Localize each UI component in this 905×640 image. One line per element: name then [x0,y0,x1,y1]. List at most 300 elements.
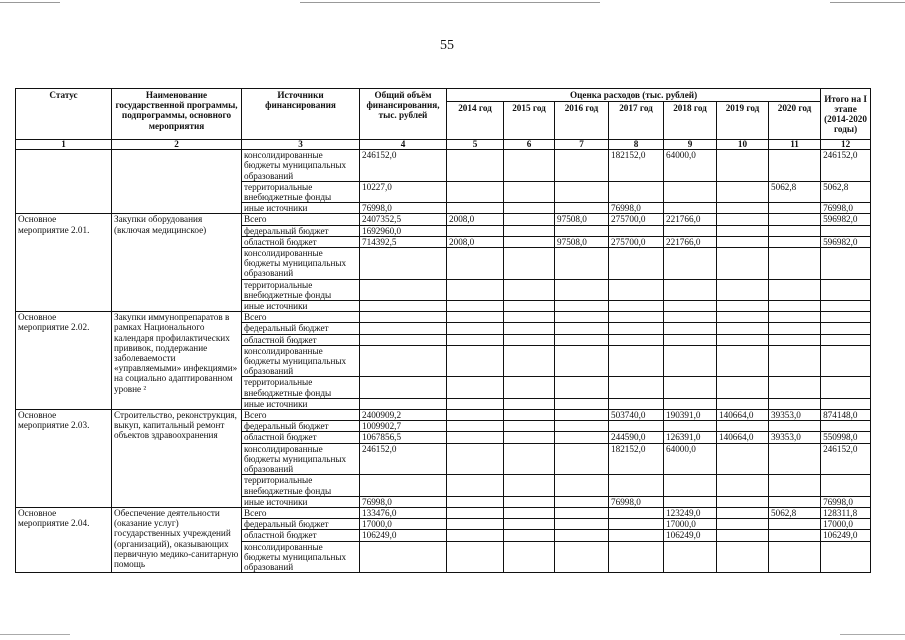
status-cell: Основное мероприятие 2.04. [16,507,112,572]
value-cell-total: 246152,0 [360,443,447,475]
value-cell-stage: 246152,0 [821,443,871,475]
value-cell-y2017 [609,398,664,409]
value-cell-y2020 [769,496,821,507]
value-cell-total [360,345,447,377]
source-cell: федеральный бюджет [242,323,360,334]
value-cell-y2019 [717,496,769,507]
value-cell-total: 1067856,5 [360,432,447,443]
value-cell-y2015 [504,225,555,236]
bottom-rule-left [0,634,70,635]
column-number: 8 [609,140,664,150]
value-cell-total [360,377,447,398]
source-cell: федеральный бюджет [242,421,360,432]
value-cell-y2018 [664,475,717,496]
bottom-rule-right [840,634,905,635]
header-sources: Источники финансирования [242,89,360,140]
value-cell-y2014 [447,334,504,345]
source-cell: консолидированные бюджеты муниципальных образований [242,248,360,280]
page-number: 55 [440,38,454,53]
value-cell-stage [821,377,871,398]
value-cell-y2020 [769,312,821,323]
value-cell-y2019 [717,279,769,300]
column-number: 7 [555,140,609,150]
value-cell-y2018: 64000,0 [664,443,717,475]
column-number: 12 [821,140,871,150]
value-cell-stage [821,225,871,236]
value-cell-y2015 [504,507,555,518]
column-number: 3 [242,140,360,150]
value-cell-total [360,323,447,334]
value-cell-y2016 [555,541,609,573]
value-cell-y2016 [555,530,609,541]
value-cell-total: 106249,0 [360,530,447,541]
value-cell-y2014 [447,248,504,280]
value-cell-stage: 246152,0 [821,150,871,182]
source-cell: иные источники [242,203,360,214]
source-cell: Всего [242,312,360,323]
value-cell-y2016 [555,398,609,409]
value-cell-y2019 [717,323,769,334]
value-cell-y2018 [664,496,717,507]
value-cell-y2015 [504,410,555,421]
value-cell-stage [821,541,871,573]
source-cell: территориальные внебюджетные фонды [242,279,360,300]
value-cell-y2019 [717,181,769,202]
value-cell-y2018 [664,421,717,432]
value-cell-total: 1009902,7 [360,421,447,432]
value-cell-y2016 [555,203,609,214]
value-cell-total [360,334,447,345]
value-cell-y2016 [555,496,609,507]
value-cell-y2020 [769,279,821,300]
value-cell-y2014 [447,475,504,496]
value-cell-y2018 [664,203,717,214]
value-cell-stage: 596982,0 [821,214,871,225]
value-cell-y2015 [504,236,555,247]
value-cell-y2015 [504,181,555,202]
value-cell-total: 1692960,0 [360,225,447,236]
value-cell-y2015 [504,519,555,530]
value-cell-stage [821,301,871,312]
column-number: 11 [769,140,821,150]
source-cell: территориальные внебюджетные фонды [242,377,360,398]
value-cell-y2016 [555,248,609,280]
value-cell-y2018: 123249,0 [664,507,717,518]
value-cell-y2015 [504,443,555,475]
value-cell-stage [821,334,871,345]
value-cell-y2015 [504,377,555,398]
value-cell-y2014: 2008,0 [447,214,504,225]
value-cell-y2016: 97508,0 [555,236,609,247]
header-year: 2016 год [555,102,609,140]
value-cell-y2015 [504,301,555,312]
value-cell-y2020 [769,203,821,214]
value-cell-y2016 [555,519,609,530]
value-cell-y2018 [664,225,717,236]
value-cell-y2018: 221766,0 [664,236,717,247]
value-cell-y2018 [664,345,717,377]
value-cell-y2020 [769,519,821,530]
value-cell-y2015 [504,248,555,280]
value-cell-y2014 [447,410,504,421]
source-cell: территориальные внебюджетные фонды [242,181,360,202]
value-cell-y2019 [717,214,769,225]
value-cell-y2017: 275700,0 [609,214,664,225]
value-cell-stage: 106249,0 [821,530,871,541]
value-cell-y2020: 39353,0 [769,432,821,443]
value-cell-stage: 874148,0 [821,410,871,421]
value-cell-y2020 [769,398,821,409]
value-cell-y2019 [717,203,769,214]
value-cell-y2020 [769,236,821,247]
header-year: 2020 год [769,102,821,140]
value-cell-y2015 [504,279,555,300]
value-cell-y2018 [664,541,717,573]
value-cell-y2014 [447,181,504,202]
value-cell-y2014 [447,507,504,518]
value-cell-y2014 [447,312,504,323]
value-cell-y2018: 17000,0 [664,519,717,530]
value-cell-y2017 [609,312,664,323]
value-cell-y2020 [769,150,821,182]
value-cell-y2015 [504,541,555,573]
value-cell-y2018 [664,398,717,409]
value-cell-total [360,475,447,496]
source-cell: иные источники [242,496,360,507]
value-cell-y2019 [717,443,769,475]
table-row [16,214,871,225]
value-cell-y2017 [609,248,664,280]
value-cell-y2020 [769,421,821,432]
value-cell-y2018 [664,181,717,202]
table-row [16,312,871,323]
table-body [16,140,871,573]
value-cell-y2014 [447,443,504,475]
value-cell-y2014 [447,530,504,541]
value-cell-y2016 [555,334,609,345]
value-cell-total: 76998,0 [360,496,447,507]
table-row [16,410,871,421]
value-cell-y2016: 97508,0 [555,214,609,225]
header-stage-total: Итого на I этапе (2014-2020 годы) [821,89,871,140]
top-rule-right [830,2,905,3]
value-cell-y2015 [504,398,555,409]
value-cell-y2020 [769,443,821,475]
value-cell-y2014 [447,345,504,377]
value-cell-total: 246152,0 [360,150,447,182]
value-cell-y2018: 126391,0 [664,432,717,443]
value-cell-y2019 [717,345,769,377]
value-cell-y2018 [664,323,717,334]
header-year: 2014 год [447,102,504,140]
source-cell: федеральный бюджет [242,519,360,530]
value-cell-y2014 [447,421,504,432]
value-cell-y2014 [447,398,504,409]
value-cell-y2020 [769,541,821,573]
header-status: Статус [16,89,112,140]
source-cell: областной бюджет [242,236,360,247]
name-cell: Строительство, реконструкция, выкуп, капитальный ремонт объектов здравоохранения [112,410,242,508]
value-cell-total: 714392,5 [360,236,447,247]
value-cell-y2017 [609,334,664,345]
value-cell-stage [821,475,871,496]
table-row [16,507,871,518]
value-cell-y2020: 5062,8 [769,507,821,518]
source-cell: Всего [242,507,360,518]
value-cell-y2017 [609,530,664,541]
value-cell-y2019 [717,398,769,409]
value-cell-total [360,301,447,312]
value-cell-y2018: 106249,0 [664,530,717,541]
source-cell: Всего [242,214,360,225]
column-number: 4 [360,140,447,150]
value-cell-y2014 [447,225,504,236]
source-cell: консолидированные бюджеты муниципальных образований [242,443,360,475]
value-cell-y2015 [504,323,555,334]
value-cell-y2018 [664,334,717,345]
column-number: 5 [447,140,504,150]
value-cell-y2018: 221766,0 [664,214,717,225]
value-cell-stage: 76998,0 [821,496,871,507]
value-cell-y2017 [609,507,664,518]
column-number: 9 [664,140,717,150]
value-cell-total: 133476,0 [360,507,447,518]
value-cell-y2019 [717,248,769,280]
value-cell-total [360,312,447,323]
value-cell-y2017 [609,225,664,236]
value-cell-y2017 [609,323,664,334]
value-cell-y2016 [555,345,609,377]
value-cell-y2016 [555,150,609,182]
value-cell-total [360,541,447,573]
value-cell-y2015 [504,530,555,541]
value-cell-y2014 [447,150,504,182]
value-cell-y2014 [447,203,504,214]
value-cell-y2015 [504,312,555,323]
value-cell-y2019 [717,236,769,247]
value-cell-stage [821,248,871,280]
value-cell-stage: 596982,0 [821,236,871,247]
value-cell-y2014 [447,541,504,573]
value-cell-total: 17000,0 [360,519,447,530]
value-cell-y2017 [609,541,664,573]
value-cell-y2017 [609,181,664,202]
value-cell-stage: 128311,8 [821,507,871,518]
value-cell-stage [821,279,871,300]
value-cell-y2020 [769,301,821,312]
value-cell-stage: 550998,0 [821,432,871,443]
value-cell-stage [821,312,871,323]
value-cell-y2020 [769,377,821,398]
source-cell: территориальные внебюджетные фонды [242,475,360,496]
value-cell-y2017: 182152,0 [609,443,664,475]
value-cell-y2018: 190391,0 [664,410,717,421]
top-rule-center [300,2,600,3]
value-cell-y2015 [504,203,555,214]
value-cell-y2019 [717,507,769,518]
value-cell-total [360,279,447,300]
value-cell-y2017 [609,421,664,432]
value-cell-y2015 [504,496,555,507]
value-cell-total: 2407352,5 [360,214,447,225]
value-cell-y2015 [504,214,555,225]
name-cell: Обеспечение деятельности (оказание услуг) государственных учреждений (организаций), оказывающих первичную медико-санитарную помощь [112,507,242,572]
value-cell-total: 76998,0 [360,203,447,214]
source-cell: иные источники [242,398,360,409]
value-cell-y2018 [664,301,717,312]
source-cell: консолидированные бюджеты муниципальных образований [242,150,360,182]
value-cell-y2016 [555,507,609,518]
source-cell: иные источники [242,301,360,312]
value-cell-y2016 [555,443,609,475]
source-cell: Всего [242,410,360,421]
value-cell-y2020 [769,323,821,334]
value-cell-y2018 [664,312,717,323]
status-cell: Основное мероприятие 2.01. [16,214,112,312]
value-cell-y2019 [717,377,769,398]
column-number: 10 [717,140,769,150]
value-cell-y2016 [555,410,609,421]
value-cell-y2014 [447,496,504,507]
value-cell-y2017: 503740,0 [609,410,664,421]
value-cell-y2015 [504,421,555,432]
value-cell-y2017 [609,345,664,377]
header-year: 2018 год [664,102,717,140]
value-cell-y2019: 140664,0 [717,410,769,421]
value-cell-y2020 [769,530,821,541]
value-cell-y2020: 39353,0 [769,410,821,421]
value-cell-y2017 [609,301,664,312]
value-cell-y2014 [447,377,504,398]
header-total-volume: Общий объём финансирования, тыс. рублей [360,89,447,140]
value-cell-y2015 [504,150,555,182]
value-cell-total [360,248,447,280]
value-cell-y2020 [769,334,821,345]
value-cell-y2016 [555,377,609,398]
value-cell-y2017 [609,475,664,496]
header-name: Наименование государственной программы, подпрограммы, основного мероприятия [112,89,242,140]
value-cell-y2017: 76998,0 [609,496,664,507]
value-cell-y2017: 182152,0 [609,150,664,182]
value-cell-y2018 [664,377,717,398]
value-cell-y2019 [717,475,769,496]
value-cell-y2014 [447,301,504,312]
value-cell-y2020 [769,214,821,225]
value-cell-y2019 [717,225,769,236]
name-cell: Закупки оборудования (включая медицинское) [112,214,242,312]
column-number-row [16,140,871,150]
source-cell: консолидированные бюджеты муниципальных образований [242,541,360,573]
value-cell-y2016 [555,225,609,236]
value-cell-y2014 [447,323,504,334]
value-cell-y2015 [504,432,555,443]
value-cell-total: 10227,0 [360,181,447,202]
value-cell-y2016 [555,432,609,443]
status-cell: Основное мероприятие 2.02. [16,312,112,410]
value-cell-y2019 [717,150,769,182]
value-cell-y2017 [609,377,664,398]
value-cell-y2018 [664,279,717,300]
header-row-top [16,89,871,102]
source-cell: консолидированные бюджеты муниципальных образований [242,345,360,377]
source-cell: областной бюджет [242,432,360,443]
source-cell: федеральный бюджет [242,225,360,236]
value-cell-stage [821,345,871,377]
value-cell-y2020 [769,225,821,236]
value-cell-y2014 [447,432,504,443]
name-cell: Закупки иммунопрепаратов в рамках Национального календаря профилактических прививок, поддержание заболеваемости «управляемыми» инфекциями» на социально адаптированном уровне ² [112,312,242,410]
value-cell-y2018: 64000,0 [664,150,717,182]
header-year: 2015 год [504,102,555,140]
status-cell [16,150,112,214]
header-year: 2019 год [717,102,769,140]
value-cell-y2019 [717,312,769,323]
value-cell-stage: 5062,8 [821,181,871,202]
value-cell-y2014 [447,519,504,530]
value-cell-y2017: 76998,0 [609,203,664,214]
value-cell-y2020 [769,248,821,280]
value-cell-stage: 76998,0 [821,203,871,214]
column-number: 1 [16,140,112,150]
value-cell-y2015 [504,475,555,496]
value-cell-y2016 [555,475,609,496]
value-cell-y2016 [555,421,609,432]
table-row [16,150,871,182]
column-number: 6 [504,140,555,150]
value-cell-y2015 [504,345,555,377]
value-cell-y2015 [504,334,555,345]
value-cell-y2017 [609,279,664,300]
value-cell-stage [821,323,871,334]
financing-table [15,88,871,573]
value-cell-y2016 [555,279,609,300]
top-rule-left [0,2,60,3]
header-year: 2017 год [609,102,664,140]
value-cell-y2019 [717,541,769,573]
value-cell-y2016 [555,301,609,312]
value-cell-y2016 [555,181,609,202]
value-cell-y2020: 5062,8 [769,181,821,202]
source-cell: областной бюджет [242,334,360,345]
value-cell-y2019 [717,301,769,312]
column-number: 2 [112,140,242,150]
value-cell-total [360,398,447,409]
value-cell-y2018 [664,248,717,280]
source-cell: областной бюджет [242,530,360,541]
value-cell-y2014: 2008,0 [447,236,504,247]
value-cell-y2017 [609,519,664,530]
value-cell-y2020 [769,475,821,496]
value-cell-total: 2400909,2 [360,410,447,421]
value-cell-y2019 [717,334,769,345]
status-cell: Основное мероприятие 2.03. [16,410,112,508]
value-cell-y2020 [769,345,821,377]
value-cell-y2019: 140664,0 [717,432,769,443]
value-cell-y2019 [717,519,769,530]
name-cell [112,150,242,214]
value-cell-y2017: 275700,0 [609,236,664,247]
value-cell-y2019 [717,530,769,541]
value-cell-y2016 [555,323,609,334]
value-cell-y2019 [717,421,769,432]
value-cell-y2016 [555,312,609,323]
value-cell-y2014 [447,279,504,300]
value-cell-stage [821,398,871,409]
value-cell-y2017: 244590,0 [609,432,664,443]
value-cell-stage [821,421,871,432]
header-estimate: Оценка расходов (тыс. рублей) [447,89,821,102]
value-cell-stage: 17000,0 [821,519,871,530]
